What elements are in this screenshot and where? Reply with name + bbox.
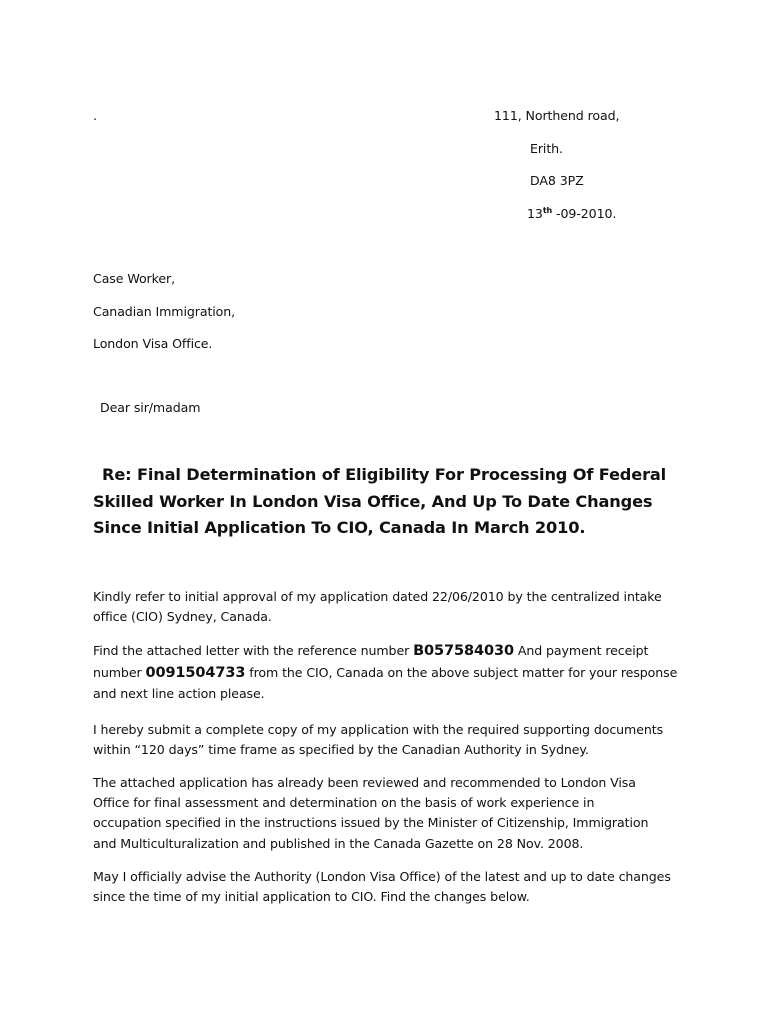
paragraph-4-line-3: occupation specified in the instructions issued by the Minister of Citizenship, Immigration [93,815,649,831]
date-rest: -09-2010. [552,206,617,221]
paragraph-2-line-2 [93,662,693,684]
paragraph-4-line-4: and Multiculturalization and published in the Canada Gazette on 28 Nov. 2008. [93,835,584,851]
paragraph-5-line-1: May I officially advise the Authority (London Visa Office) of the latest and up to date changes [93,869,671,884]
p2-text-3: number [93,665,146,680]
paragraph-1 [93,587,693,627]
sender-town: Erith. [530,141,563,156]
recipient-line-1: Case Worker, [93,271,175,286]
date-day: 13 [527,206,543,221]
reference-number: B057584030 [413,643,514,659]
paragraph-4 [93,773,693,854]
paragraph-3 [93,720,693,760]
letter-date [527,206,616,222]
p2-text-1: Find the attached letter with the reference number [93,643,414,658]
paragraph-1-line-1: Kindly refer to initial approval of my application dated 22/06/2010 by the centralized intake [93,589,662,604]
sender-postcode: DA8 3PZ [530,173,584,188]
recipient-line-3: London Visa Office. [93,336,213,351]
paragraph-4-line-1: The attached application has already been reviewed and recommended to London Visa [93,775,636,790]
subject-line-2: Skilled Worker In London Visa Office, And Up To Date Changes [93,491,653,511]
paragraph-1-line-2: office (CIO) Sydney, Canada. [93,609,272,625]
p2-text-4: from the CIO, Canada on the above subject matter for your response [245,665,678,680]
paragraph-4-line-2: Office for final assessment and determination on the basis of work experience in [93,795,595,811]
subject-heading [93,462,713,542]
subject-line-3: Since Initial Application To CIO, Canada In March 2010. [93,518,586,537]
paragraph-2 [93,640,693,704]
paragraph-3-line-2: within “120 days” time frame as specified by the Canadian Authority in Sydney. [93,742,589,758]
recipient-line-2: Canadian Immigration, [93,304,236,319]
paragraph-5-line-2: since the time of my initial application to CIO. Find the changes below. [93,889,530,905]
receipt-number: 0091504733 [145,665,246,681]
paragraph-2-line-3: and next line action please. [93,686,265,701]
paragraph-5 [93,867,693,907]
paragraph-2-line-1 [93,640,693,662]
paragraph-3-line-1: I hereby submit a complete copy of my application with the required supporting documents [93,722,664,737]
date-suffix: th [542,205,553,215]
p2-text-2: And payment receipt [513,643,649,658]
salutation: Dear sir/madam [100,400,201,415]
subject-line-1: Re: Final Determination of Eligibility For Processing Of Federal [102,465,667,484]
sender-street: 111, Northend road, [494,108,620,123]
leading-mark: . [93,108,97,123]
